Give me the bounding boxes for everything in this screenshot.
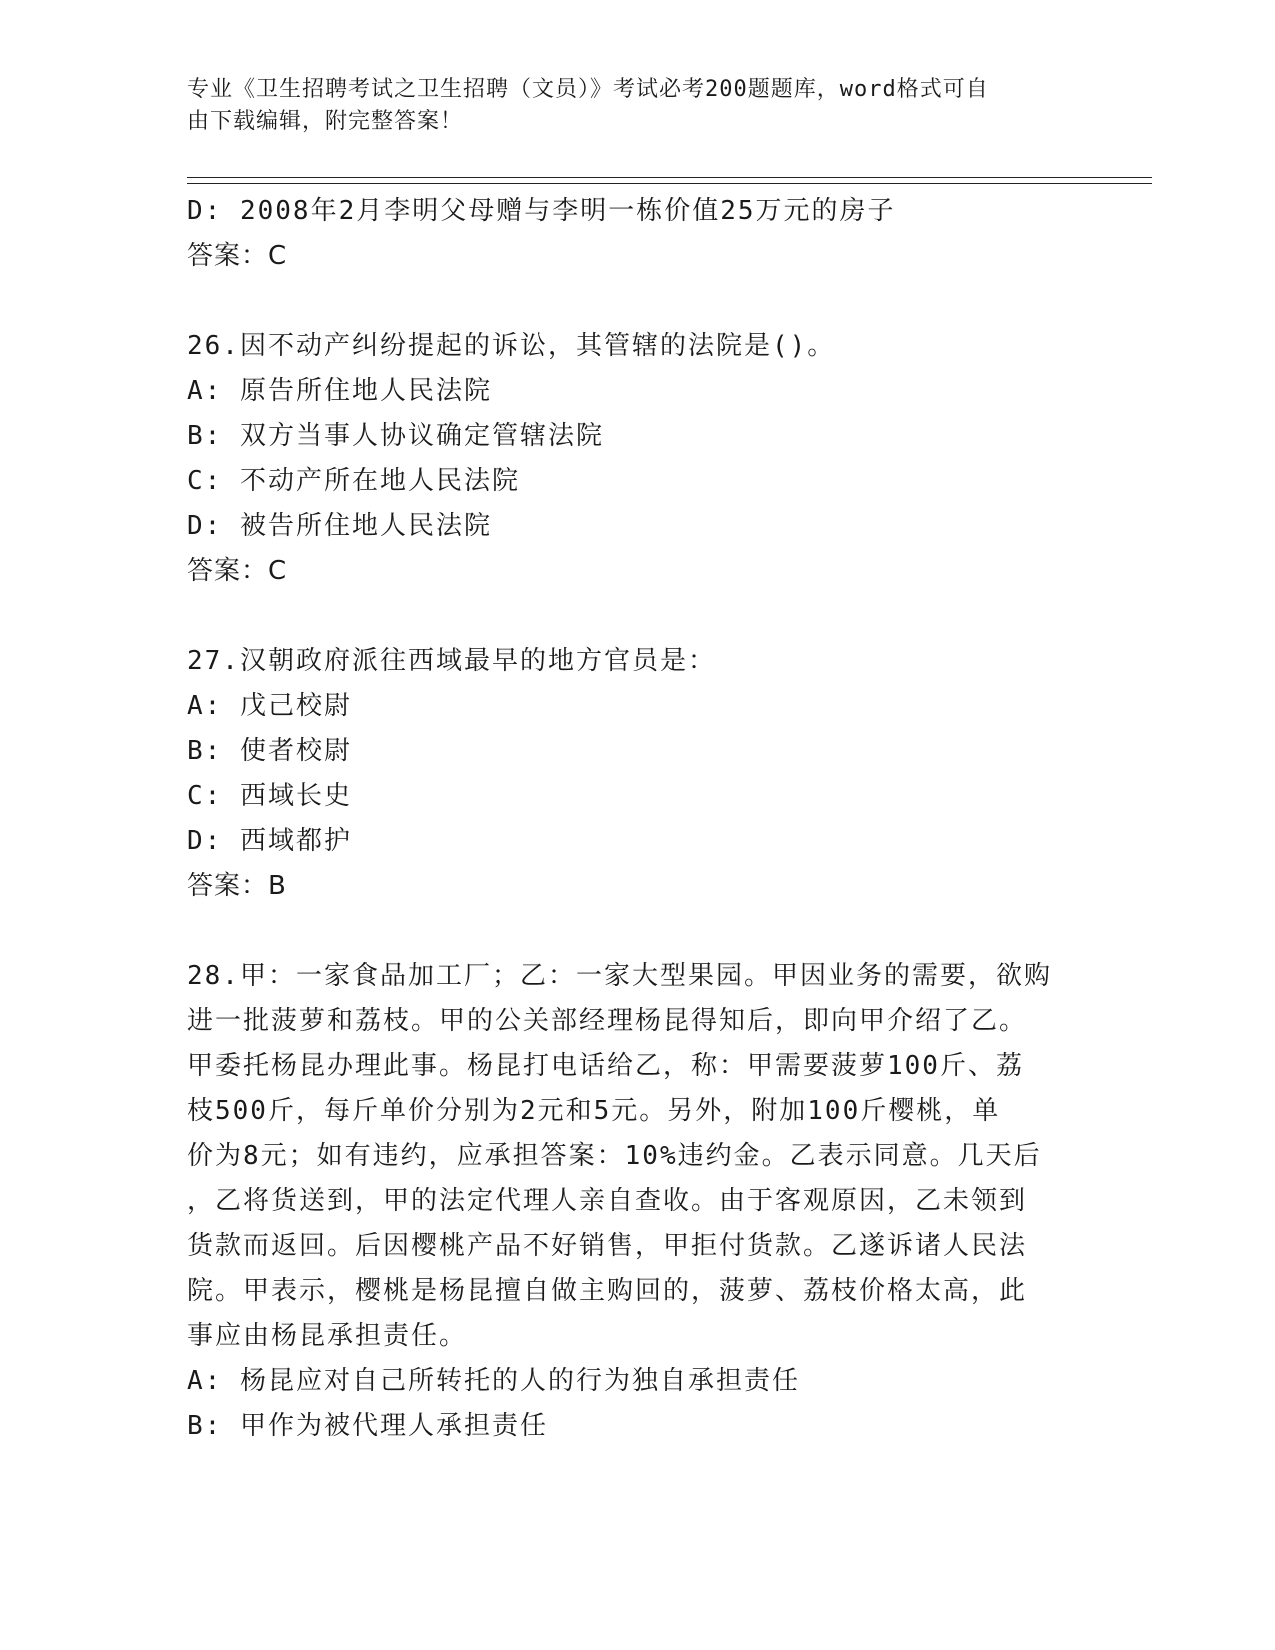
spacer (187, 279, 1087, 324)
question-27 (187, 639, 1087, 909)
question-stem-line: 价为8元；如有违约，应承担答案：10%违约金。乙表示同意。几天后 (187, 1141, 1042, 1171)
option-a: A: 原告所住地人民法院 (187, 376, 492, 406)
answer-line: 答案：C (187, 556, 288, 586)
question-stem-line: 院。甲表示，樱桃是杨昆擅自做主购回的，菠萝、荔枝价格太高，此 (187, 1276, 1028, 1306)
option-a: A: 杨昆应对自己所转托的人的行为独自承担责任 (187, 1366, 800, 1396)
question-content (187, 189, 1087, 1449)
question-stem-line: 甲委托杨昆办理此事。杨昆打电话给乙，称：甲需要菠萝100斤、荔 (187, 1051, 1024, 1081)
option-b: B: 双方当事人协议确定管辖法院 (187, 421, 604, 451)
question-26 (187, 324, 1087, 594)
header-divider-top (187, 177, 1152, 178)
option-b: B: 甲作为被代理人承担责任 (187, 1411, 548, 1441)
question-28 (187, 954, 1087, 1449)
spacer (187, 594, 1087, 639)
spacer (187, 909, 1087, 954)
option-b: B: 使者校尉 (187, 736, 352, 766)
option-d: D: 西域都护 (187, 826, 352, 856)
question-stem: 27.汉朝政府派往西域最早的地方官员是： (187, 646, 716, 676)
question-stem-line: 枝500斤，每斤单价分别为2元和5元。另外，附加100斤樱桃，单 (187, 1096, 1001, 1126)
option-c: C: 西域长史 (187, 781, 352, 811)
header-line-2: 由下载编辑，附完整答案！ (187, 109, 464, 134)
document-header (187, 74, 1087, 138)
option-a: A: 戊己校尉 (187, 691, 352, 721)
header-line-1: 专业《卫生招聘考试之卫生招聘（文员）》考试必考200题题库，word格式可自 (187, 77, 989, 102)
header-divider-bottom (187, 183, 1152, 184)
question-25-tail (187, 189, 1087, 279)
question-stem-line: ，乙将货送到，甲的法定代理人亲自查收。由于客观原因，乙未领到 (187, 1186, 1028, 1216)
question-stem: 26.因不动产纠纷提起的诉讼，其管辖的法院是()。 (187, 331, 836, 361)
question-stem-line: 28.甲：一家食品加工厂；乙：一家大型果园。甲因业务的需要，欲购 (187, 961, 1052, 991)
question-stem-line: 货款而返回。后因樱桃产品不好销售，甲拒付货款。乙遂诉诸人民法 (187, 1231, 1028, 1261)
answer-line: 答案：C (187, 241, 288, 271)
answer-line: 答案：B (187, 871, 287, 901)
option-d: D: 被告所住地人民法院 (187, 511, 492, 541)
question-stem-line: 事应由杨昆承担责任。 (187, 1321, 468, 1351)
option-c: C: 不动产所在地人民法院 (187, 466, 520, 496)
option-d: D: 2008年2月李明父母赠与李明一栋价值25万元的房子 (187, 196, 896, 226)
question-stem-line: 进一批菠萝和荔枝。甲的公关部经理杨昆得知后，即向甲介绍了乙。 (187, 1006, 1028, 1036)
